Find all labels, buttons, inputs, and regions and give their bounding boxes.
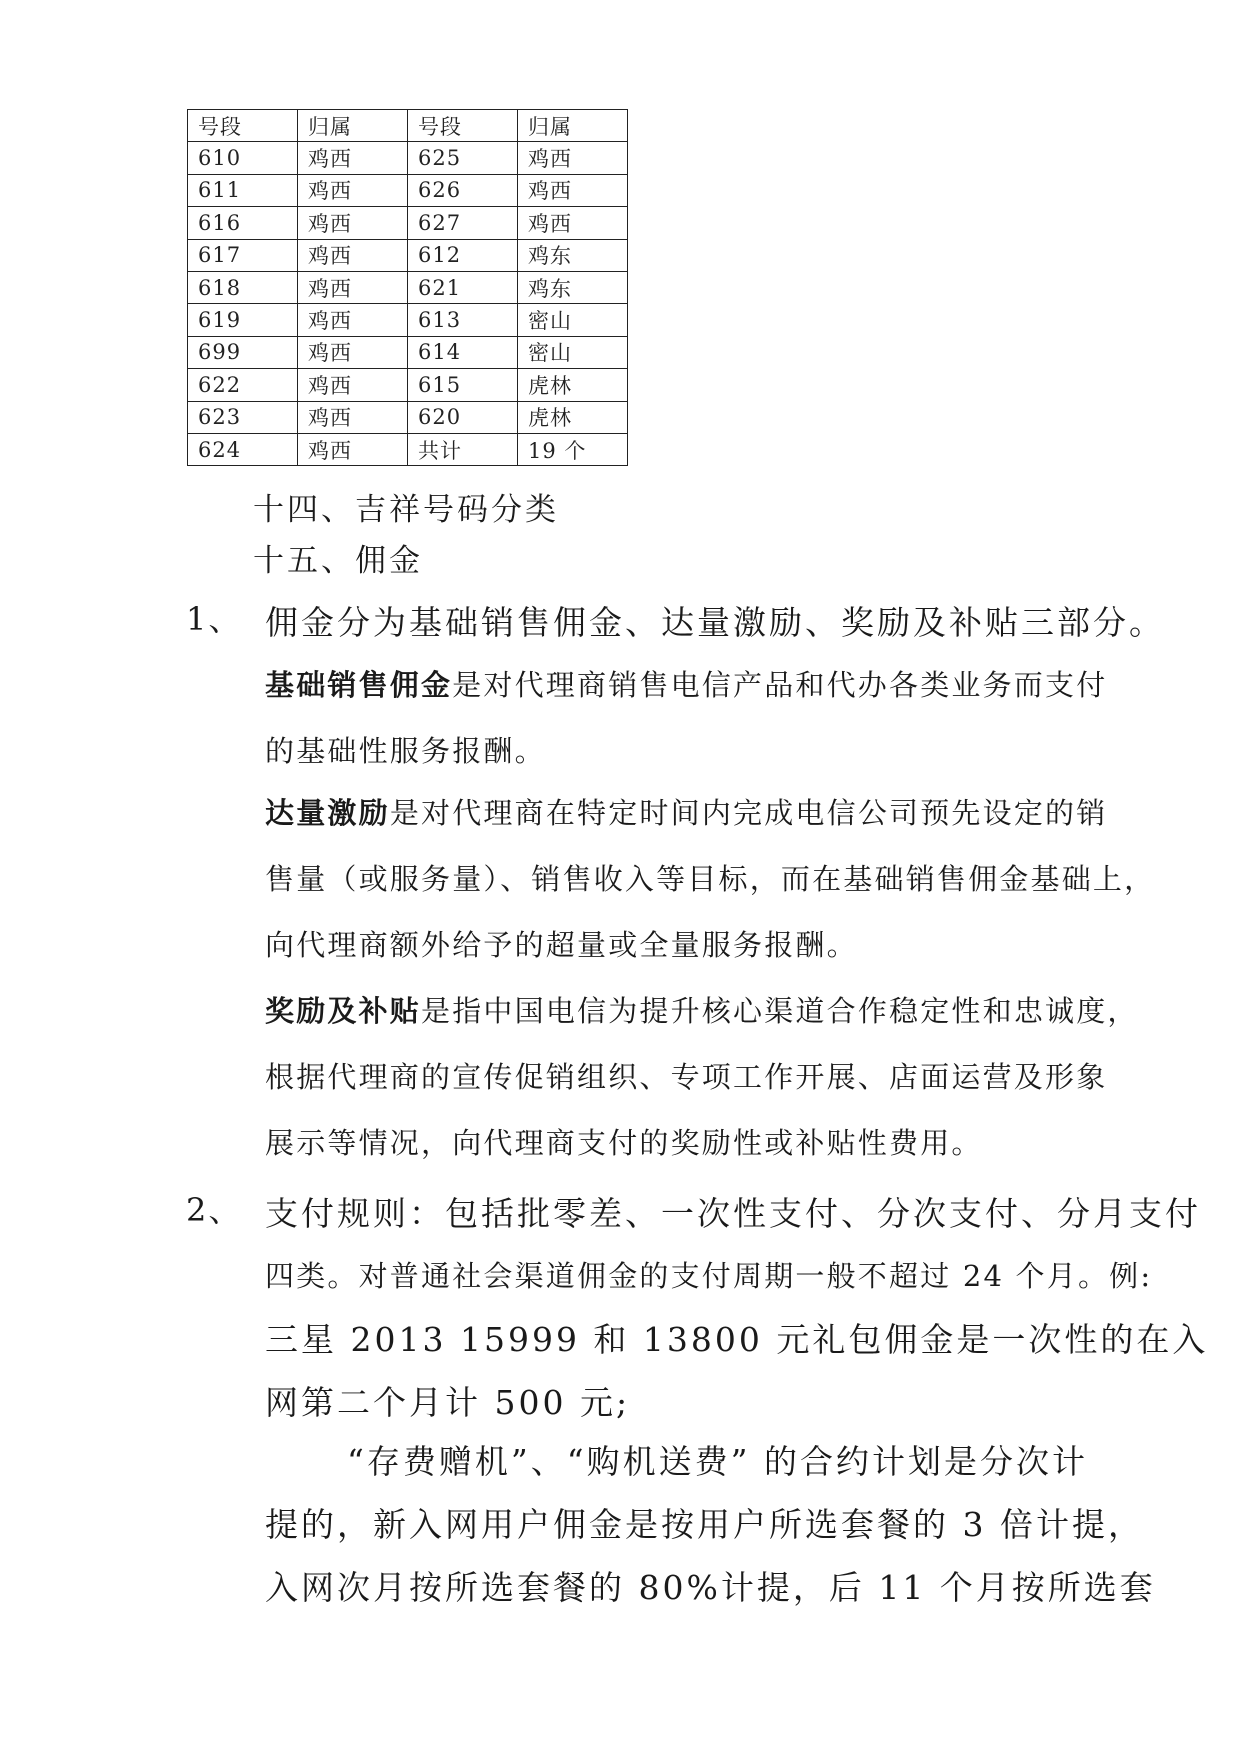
table-row: [188, 174, 628, 206]
table-cell: 鸡西: [298, 336, 408, 368]
reward-subsidy-text-1: 是指中国电信为提升核心渠道合作稳定性和忠诚度，: [421, 994, 1139, 1028]
table-cell: 623: [188, 401, 298, 433]
table-cell: 鸡西: [518, 174, 628, 206]
base-commission-term: 基础销售佣金: [265, 668, 453, 702]
table-cell: 621: [408, 271, 518, 303]
table-cell: 鸡西: [298, 142, 408, 174]
table-cell: 622: [188, 369, 298, 401]
table-cell: 616: [188, 207, 298, 239]
volume-incentive-term: 达量激励: [265, 796, 390, 830]
table-cell: 620: [408, 401, 518, 433]
table-cell: 624: [188, 433, 298, 465]
table-header-cell: 归属: [298, 110, 408, 142]
heading-15: 十五、佣金: [253, 543, 423, 579]
table-cell: 鸡西: [298, 207, 408, 239]
table-row: [188, 336, 628, 368]
table-row: [188, 433, 628, 465]
table-cell: 鸡西: [518, 142, 628, 174]
heading-14: 十四、吉祥号码分类: [253, 492, 559, 528]
volume-incentive-text-2: 售量（或服务量）、销售收入等目标，而在基础销售佣金基础上，: [265, 862, 1156, 896]
table-cell: 619: [188, 304, 298, 336]
table-header-cell: 号段: [408, 110, 518, 142]
table-cell: 614: [408, 336, 518, 368]
table-cell: 19 个: [518, 433, 628, 465]
reward-subsidy-text-2: 根据代理商的宣传促销组织、专项工作开展、店面运营及形象: [265, 1060, 1108, 1094]
table-cell: 鸡西: [298, 271, 408, 303]
table-cell: 鸡西: [298, 433, 408, 465]
table-cell: 鸡西: [298, 304, 408, 336]
table-cell: 鸡西: [298, 174, 408, 206]
table-cell: 617: [188, 239, 298, 271]
item-2-line-2: 四类。对普通社会渠道佣金的支付周期一般不超过 24 个月。例:: [265, 1259, 1153, 1293]
base-commission-text-2: 的基础性服务报酬。: [265, 734, 546, 768]
item-2-line-5: “存费赠机”、“购机送费” 的合约计划是分次计: [347, 1442, 1088, 1481]
table-cell: 699: [188, 336, 298, 368]
table-cell: 鸡西: [298, 369, 408, 401]
base-commission-text-1: 是对代理商销售电信产品和代办各类业务而支付: [452, 668, 1108, 702]
item-2-number: 2、: [186, 1191, 243, 1229]
table-row: [188, 369, 628, 401]
table-cell: 618: [188, 271, 298, 303]
table-cell: 625: [408, 142, 518, 174]
item-2-line-7: 入网次月按所选套餐的 80%计提，后 11 个月按所选套: [265, 1568, 1156, 1607]
table-cell: 鸡西: [518, 207, 628, 239]
item-2-paragraph: [265, 1182, 1209, 1434]
table-cell: 鸡西: [298, 239, 408, 271]
reward-subsidy-paragraph: [265, 978, 1139, 1176]
table-cell: 密山: [518, 336, 628, 368]
table-cell: 612: [408, 239, 518, 271]
reward-subsidy-term: 奖励及补贴: [265, 994, 422, 1028]
table-cell: 密山: [518, 304, 628, 336]
item-2-line-1: 支付规则：包括批零差、一次性支付、分次支付、分月支付: [265, 1194, 1201, 1233]
item-1-number: 1、: [186, 600, 243, 638]
volume-incentive-text-3: 向代理商额外给予的超量或全量服务报酬。: [265, 928, 858, 962]
item-2-line-6: 提的，新入网用户佣金是按用户所选套餐的 3 倍计提，: [265, 1505, 1144, 1544]
table-row: [188, 271, 628, 303]
volume-incentive-text-1: 是对代理商在特定时间内完成电信公司预先设定的销: [389, 796, 1108, 830]
item-2-line-3: 三星 2013 15999 和 13800 元礼包佣金是一次性的在入: [265, 1320, 1209, 1359]
table-cell: 虎林: [518, 401, 628, 433]
item-1-intro: 佣金分为基础销售佣金、达量激励、奖励及补贴三部分。: [265, 603, 1165, 642]
table-cell: 鸡东: [518, 271, 628, 303]
table-row: [188, 207, 628, 239]
table-cell: 鸡东: [518, 239, 628, 271]
base-commission-paragraph: [265, 652, 1108, 784]
volume-incentive-paragraph: [265, 780, 1156, 978]
table-cell: 615: [408, 369, 518, 401]
table-row: [188, 401, 628, 433]
table-row: [188, 304, 628, 336]
table-cell: 鸡西: [298, 401, 408, 433]
table-header-row: [188, 110, 628, 142]
table-cell: 虎林: [518, 369, 628, 401]
table-row: [188, 142, 628, 174]
table-cell: 626: [408, 174, 518, 206]
table-header-cell: 号段: [188, 110, 298, 142]
table-cell: 共计: [408, 433, 518, 465]
item-2-contract-paragraph: [265, 1430, 1156, 1619]
reward-subsidy-text-3: 展示等情况，向代理商支付的奖励性或补贴性费用。: [265, 1126, 983, 1160]
table-cell: 627: [408, 207, 518, 239]
number-segment-table: [187, 109, 628, 466]
table-header-cell: 归属: [518, 110, 628, 142]
table-cell: 611: [188, 174, 298, 206]
item-2-line-4: 网第二个月计 500 元;: [265, 1383, 631, 1422]
table-cell: 610: [188, 142, 298, 174]
item-1-paragraph: [265, 590, 1165, 656]
table-cell: 613: [408, 304, 518, 336]
table-row: [188, 239, 628, 271]
